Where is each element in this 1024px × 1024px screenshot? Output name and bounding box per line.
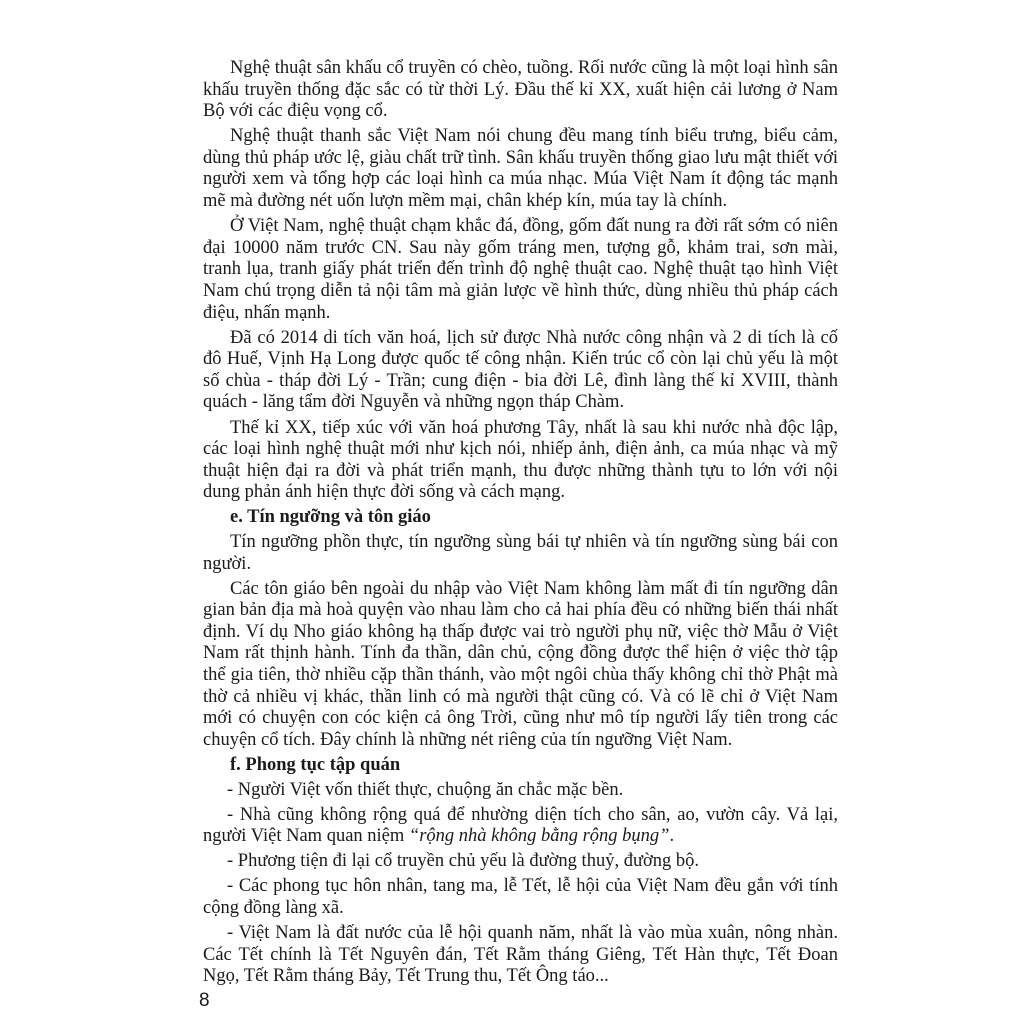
italic-quote: “rộng nhà không bằng rộng bụng” bbox=[408, 826, 670, 847]
paragraph-beliefs: Tín ngưỡng phồn thực, tín ngưỡng sùng bái tự nhiên và tín ngưỡng sùng bái con người. bbox=[203, 531, 838, 574]
section-heading-customs: f. Phong tục tập quán bbox=[230, 754, 401, 775]
list-item bbox=[203, 805, 838, 852]
paragraph-traditional-theatre: Nghệ thuật sân khấu cổ truyền có chèo, tuồng. Rối nước cũng là một loại hình sân khấu truyền thống đặc sắc có từ thời Lý. Đầu thế kỉ XX, xuất hiện cải lương ở Nam Bộ với các điệu vọng cổ. bbox=[203, 58, 838, 122]
paragraph-fine-arts: Ở Việt Nam, nghệ thuật chạm khắc đá, đồng, gốm đất nung ra đời rất sớm có niên đại 10000 năm trước CN. Sau này gốm tráng men, tượng gỗ, khảm trai, sơn mài, tranh lụa, tranh giấy phát triển đến trình độ nghệ thuật cao. Nghệ thuật tạo hình Việt Nam chú trọng diễn tả nội tâm mà giản lược về hình thức, dùng nhiều thủ pháp cách điệu, nhấn mạnh. bbox=[203, 216, 838, 323]
section-heading-beliefs-religion: e. Tín ngưỡng và tôn giáo bbox=[230, 507, 431, 528]
paragraph-heritage-sites: Đã có 2014 di tích văn hoá, lịch sử được Nhà nước công nhận và 2 di tích là cố đô Huế, Vịnh Hạ Long được quốc tế công nhận. Kiến trúc cổ còn lại chủ yếu là một số chùa - tháp đời Lý - Trần; cung điện - bia đời Lê, đình làng thế kỉ XVIII, thành quách - lăng tẩm đời Nguyễn và những ngọn tháp Chàm. bbox=[203, 327, 838, 413]
list-item: - Phương tiện đi lại cổ truyền chủ yếu là đường thuỷ, đường bộ. bbox=[227, 851, 700, 872]
list-item-punctuation: . bbox=[669, 826, 675, 847]
list-item: - Người Việt vốn thiết thực, chuộng ăn chắc mặc bền. bbox=[227, 779, 624, 800]
paragraph-performing-arts: Nghệ thuật thanh sắc Việt Nam nói chung đều mang tính biểu trưng, biểu cảm, dùng thủ pháp ước lệ, giàu chất trữ tình. Sân khấu truyền thống giao lưu mật thiết với người xem và tổng hợp các loại hình ca múa nhạc. Múa Việt Nam ít động tác mạnh mẽ mà đường nét uốn lượn mềm mại, chân khép kín, múa tay là chính. bbox=[203, 126, 838, 212]
paragraph-20th-century-arts: Thế kỉ XX, tiếp xúc với văn hoá phương Tây, nhất là sau khi nước nhà độc lập, các loại hình nghệ thuật mới như kịch nói, nhiếp ảnh, điện ảnh, ca múa nhạc và mỹ thuật hiện đại ra đời và phát triển mạnh, thu được những thành tựu to lớn với nội dung phản ánh hiện thực đời sống và cách mạng. bbox=[203, 417, 838, 503]
page-number: 8 bbox=[199, 990, 210, 1011]
list-item-text: - Nhà cũng không rộng quá để nhường diện tích cho sân, ao, vườn cây. Vả lại, người Việt Nam quan niệm bbox=[203, 804, 838, 847]
list-item: - Việt Nam là đất nước của lễ hội quanh năm, nhất là vào mùa xuân, nông nhàn. Các Tết chính là Tết Nguyên đán, Tết Rằm tháng Giêng, Tết Hàn thực, Tết Đoan Ngọ, Tết Rằm tháng Bảy, Tết Trung thu, Tết Ông táo... bbox=[203, 923, 838, 987]
list-item: - Các phong tục hôn nhân, tang ma, lễ Tết, lễ hội của Việt Nam đều gắn với tính cộng đồng làng xã. bbox=[203, 876, 838, 918]
page-body bbox=[203, 58, 838, 991]
paragraph-religions: Các tôn giáo bên ngoài du nhập vào Việt Nam không làm mất đi tín ngưỡng dân gian bản địa mà hoà quyện vào nhau làm cho cả hai phía đều có những biến thái nhất định. Ví dụ Nho giáo không hạ thấp được vai trò người phụ nữ, việc thờ Mẫu ở Việt Nam rất thịnh hành. Tính đa thần, dân chủ, cộng đồng được thể hiện ở việc thờ tập thể gia tiên, thờ nhiều cặp thần thánh, vào một ngôi chùa thấy không chỉ thờ Phật mà thờ cả nhiều vị khác, thần linh có mà người thật cũng có. Và có lẽ chỉ ở Việt Nam mới có chuyện con cóc kiện cả ông Trời, cũng như mô típ người lấy tiên trong các chuyện cổ tích. Đây chính là những nét riêng của tín ngưỡng Việt Nam. bbox=[203, 578, 838, 750]
